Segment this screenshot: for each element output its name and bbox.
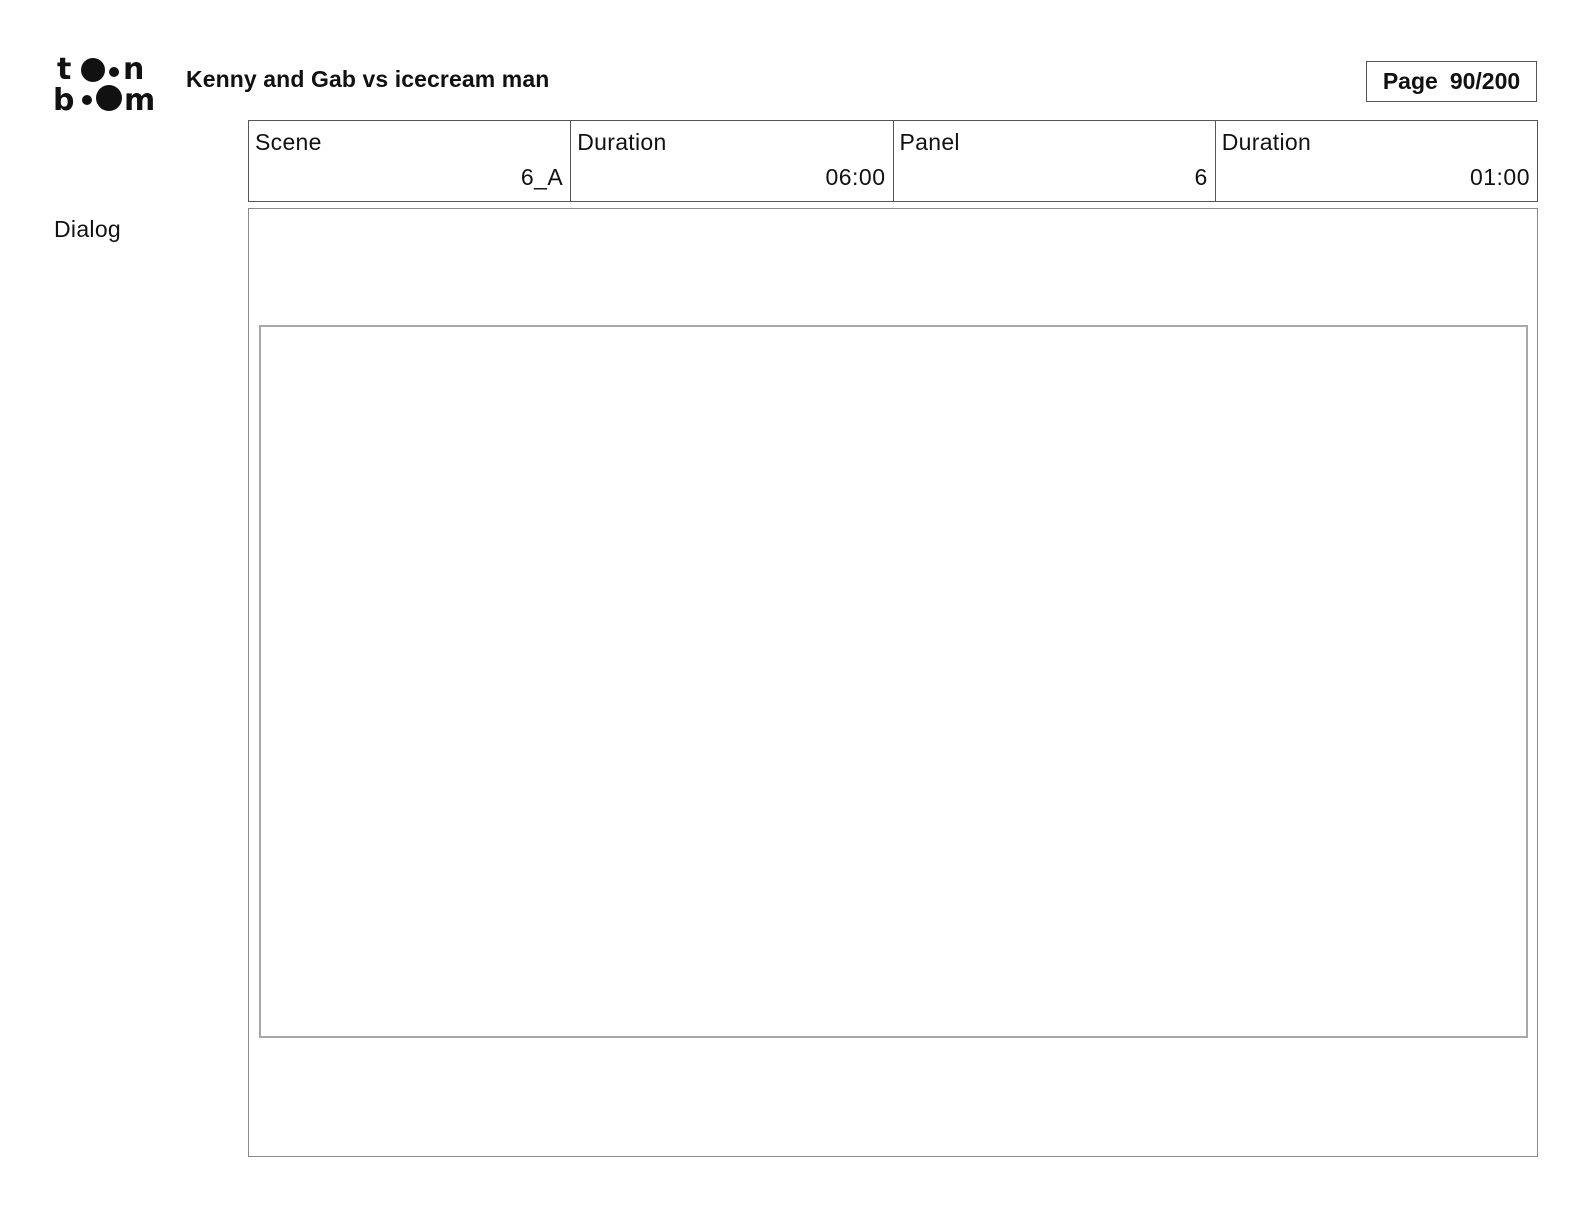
scene-duration-label: Duration <box>577 129 667 155</box>
scene-duration-cell <box>570 121 892 201</box>
panel-cell <box>893 121 1215 201</box>
panel-image-area <box>259 325 1528 1038</box>
dialog-label: Dialog <box>54 216 122 242</box>
panel-duration-label: Duration <box>1221 129 1312 155</box>
scene-label: Scene <box>255 129 322 155</box>
svg-text:m: m <box>124 83 156 112</box>
page-number: 90/200 <box>1449 68 1521 94</box>
toon-boom-logo <box>53 52 165 112</box>
svg-text:b: b <box>53 83 75 112</box>
page-label: Page <box>1382 68 1438 94</box>
panel-label: Panel <box>899 129 960 155</box>
scene-duration-value: 06:00 <box>825 164 886 190</box>
panel-info-table <box>248 120 1538 202</box>
svg-text:t: t <box>57 52 72 87</box>
panel-duration-cell <box>1215 121 1537 201</box>
document-title: Kenny and Gab vs icecream man <box>186 66 550 92</box>
panel-value: 6 <box>1194 164 1208 190</box>
panel-duration-value: 01:00 <box>1469 164 1530 190</box>
scene-cell <box>249 121 570 201</box>
scene-value: 6_A <box>520 164 564 190</box>
svg-text:n: n <box>123 52 145 87</box>
page-indicator <box>1366 61 1537 102</box>
